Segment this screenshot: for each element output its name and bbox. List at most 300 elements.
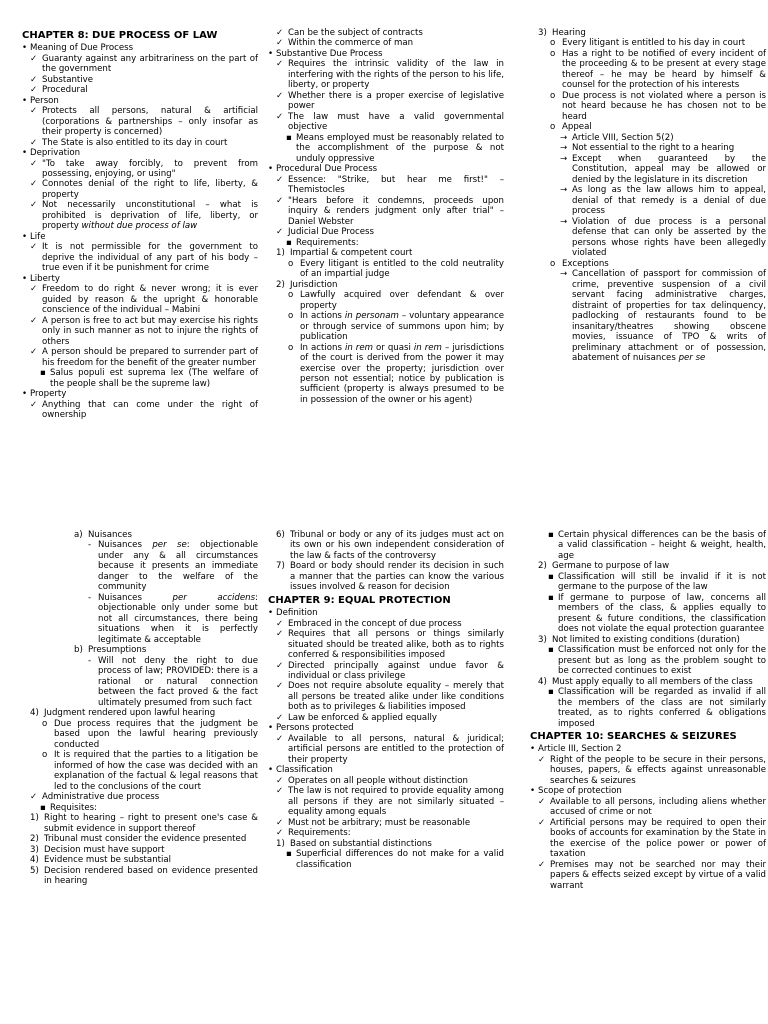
item-text: Nuisances per se: objectionable under any & all circumstances because it presents an immediate danger to the welfare of the community xyxy=(98,540,258,593)
item-text: Not essential to the right to a hearing xyxy=(572,143,735,154)
item-text: A person is free to act but may exercise his rights only in such manner as not to injure the rights of others xyxy=(42,315,258,347)
outline-item xyxy=(268,530,504,561)
outline-item xyxy=(22,540,258,592)
outline-item xyxy=(268,786,504,817)
bullet-marker: o xyxy=(288,342,294,353)
outline-item xyxy=(268,49,504,59)
item-text: It is required that the parties to a litigation be informed of how the case was decided with an explanation of the factual & legal reasons that led to the conclusions of the court xyxy=(54,750,258,792)
bullet-marker: o xyxy=(288,290,294,301)
outline-item xyxy=(268,290,504,311)
bullet-marker: ✓ xyxy=(30,284,38,295)
item-text: Requires the intrinsic validity of the law in interfering with the rights of the person to his life, liberty, or property xyxy=(288,59,504,91)
outline-item xyxy=(268,343,504,406)
bullet-marker: 4) xyxy=(538,676,547,687)
bullet-marker: ✓ xyxy=(30,315,38,326)
outline-item xyxy=(22,845,258,855)
item-text: Anything that can come under the right of ownership xyxy=(42,399,258,421)
item-text: Evidence must be substantial xyxy=(44,855,172,866)
item-text: Premises may not be searched nor may their papers & effects seized except by virtue of a valid warrant xyxy=(550,859,766,891)
column-3 xyxy=(530,28,766,364)
bullet-marker: 2) xyxy=(30,834,39,845)
item-text: Cancellation of passport for commission of crime, preventive suspension of a civil servant facing administrative charges, distraint of properties for tax delinquency, padlocking of restaurants found to be insanitary/theatres showing obscene movies, issuance of TPO & writs of preliminary attachment or of possession, abatement of nuisances per se xyxy=(572,269,766,364)
item-text: Board or body should render its decision in such a manner that the parties can know the various issues involved & reason for decision xyxy=(290,561,504,593)
item-text: Procedural Due Process xyxy=(276,164,378,175)
outline-item xyxy=(268,849,504,870)
item-text: Based on substantial distinctions xyxy=(290,838,432,849)
bullet-marker: • xyxy=(22,95,28,106)
bullet-marker: • xyxy=(268,723,274,734)
outline-item xyxy=(268,311,504,342)
item-text: Artificial persons may be required to open their books of accounts for examination by the State in the exercise of the police power or power of taxation xyxy=(550,817,766,860)
outline-item xyxy=(530,755,766,786)
column-5 xyxy=(268,530,504,870)
outline-item xyxy=(268,59,504,90)
item-text: Not necessarily unconstitutional – what is prohibited is deprivation of life, liberty, or property without due process of law xyxy=(42,200,258,232)
outline-item xyxy=(22,75,258,85)
bullet-marker: ✓ xyxy=(276,712,284,723)
item-text: As long as the law allows him to appeal, denial of that remedy is a denial of due process xyxy=(572,185,766,217)
item-text: CHAPTER 9: EQUAL PROTECTION xyxy=(268,594,451,606)
bullet-marker: ✓ xyxy=(276,786,284,797)
outline-item xyxy=(530,797,766,818)
item-text: Person xyxy=(30,95,59,106)
outline-item xyxy=(22,106,258,137)
item-text: Classification will be regarded as invalid if all the members of the class are not similarly treated, as to rights conferred & obligations imposed xyxy=(558,687,766,729)
outline-item xyxy=(530,593,766,635)
outline-item xyxy=(22,645,258,655)
outline-item xyxy=(22,274,258,284)
bullet-marker: ✓ xyxy=(276,660,284,671)
outline-item xyxy=(530,91,766,122)
bullet-marker: o xyxy=(550,38,556,49)
outline-item xyxy=(268,776,504,786)
outline-item xyxy=(22,813,258,834)
column-6 xyxy=(530,530,766,891)
outline-item xyxy=(22,719,258,750)
item-text: Tribunal must consider the evidence presented xyxy=(44,834,247,845)
item-text: Classification xyxy=(276,765,333,776)
item-text: CHAPTER 10: SEARCHES & SEIZURES xyxy=(530,731,737,743)
item-text: Embraced in the concept of due process xyxy=(288,618,462,629)
bullet-marker: ✓ xyxy=(276,90,284,101)
item-text: Must not be arbitrary; must be reasonable xyxy=(288,817,471,828)
chapter-heading xyxy=(268,595,504,607)
item-text: Liberty xyxy=(30,273,60,284)
bullet-marker: ▪ xyxy=(286,237,292,248)
bullet-marker: o xyxy=(550,90,556,101)
bullet-marker: • xyxy=(530,786,536,797)
item-text: Means employed must be reasonably related to the accomplishment of the purpose & not unduly oppressive xyxy=(296,132,504,164)
outline-item xyxy=(22,148,258,158)
item-text: Every litigant is entitled to his day in court xyxy=(562,38,746,49)
outline-item xyxy=(530,49,766,91)
bullet-marker: o xyxy=(550,122,556,133)
bullet-marker: ✓ xyxy=(276,59,284,70)
outline-item xyxy=(530,122,766,132)
bullet-marker: ✓ xyxy=(276,618,284,629)
bullet-marker: 6) xyxy=(276,530,285,540)
bullet-marker: ✓ xyxy=(276,38,284,49)
outline-item xyxy=(22,242,258,273)
outline-item xyxy=(268,196,504,227)
bullet-marker: 7) xyxy=(276,561,285,572)
outline-item xyxy=(530,786,766,796)
bullet-marker: a) xyxy=(74,530,83,540)
item-text: Available to all persons, natural & juridical; artificial persons are entitled to the protection of their property xyxy=(288,733,504,765)
item-text: Not limited to existing conditions (duration) xyxy=(552,634,740,645)
bullet-marker: o xyxy=(288,258,294,269)
bullet-marker: o xyxy=(42,718,48,729)
outline-item xyxy=(268,133,504,164)
item-text: Freedom to do right & never wrong; it is ever guided by reason & the upright & honorable conscience of the individual – Mabini xyxy=(42,284,258,316)
bullet-marker: o xyxy=(550,48,556,59)
bullet-marker: 1) xyxy=(30,813,39,824)
bullet-marker: • xyxy=(268,608,274,619)
outline-item xyxy=(268,28,504,38)
item-text: Exceptions xyxy=(562,258,609,269)
bullet-marker: 1) xyxy=(276,838,285,849)
item-text: Salus populi est suprema lex (The welfare of the people shall be the supreme law) xyxy=(50,368,258,389)
outline-item xyxy=(530,38,766,48)
bullet-marker: • xyxy=(22,273,28,284)
bullet-marker: • xyxy=(22,43,28,54)
bullet-marker: → xyxy=(560,143,568,154)
outline-item xyxy=(530,154,766,185)
item-text: Germane to purpose of law xyxy=(552,561,670,572)
item-text: Except when guaranteed by the Constitution, appeal may be allowed or denied by the legislature in its discretion xyxy=(572,153,766,185)
bullet-marker: ✓ xyxy=(276,681,284,692)
outline-item xyxy=(530,530,766,561)
item-text: Requires that all persons or things similarly situated should be treated alike, both as to rights conferred & responsibilities imposed xyxy=(288,629,504,661)
bullet-marker: ✓ xyxy=(276,227,284,238)
item-text: Scope of protection xyxy=(538,786,622,797)
bullet-marker: → xyxy=(560,185,568,196)
outline-item xyxy=(22,284,258,315)
bullet-marker: • xyxy=(268,765,274,776)
item-text: Due process is not violated where a person is not heard because he has chosen not to be heard xyxy=(562,90,766,122)
outline-item xyxy=(268,619,504,629)
bullet-marker: 4) xyxy=(30,708,39,719)
outline-item xyxy=(268,818,504,828)
item-text: Connotes denial of the right to life, liberty, & property xyxy=(42,179,258,200)
bullet-marker: ▪ xyxy=(548,530,554,540)
item-text: The State is also entitled to its day in court xyxy=(42,137,228,148)
item-text: Decision must have support xyxy=(44,844,165,855)
item-text: Deprivation xyxy=(30,148,81,159)
outline-item xyxy=(22,347,258,368)
item-text: Presumptions xyxy=(88,645,147,656)
item-text: Requisites: xyxy=(50,802,98,813)
bullet-marker: ✓ xyxy=(30,179,38,190)
item-text: Persons protected xyxy=(276,723,354,734)
item-text: Definition xyxy=(276,608,318,619)
outline-item xyxy=(530,561,766,571)
bullet-marker: 4) xyxy=(30,855,39,866)
outline-item xyxy=(22,792,258,802)
item-text: Law be enforced & applied equally xyxy=(288,712,438,723)
outline-item xyxy=(22,750,258,792)
outline-item xyxy=(530,744,766,754)
bullet-marker: → xyxy=(560,132,568,143)
item-text: Article III, Section 2 xyxy=(538,744,622,755)
bullet-marker: • xyxy=(22,231,28,242)
bullet-marker: ✓ xyxy=(30,53,38,64)
item-text: The law must have a valid governmental objective xyxy=(288,111,504,133)
column-2 xyxy=(268,28,504,405)
outline-item xyxy=(268,839,504,849)
bullet-marker: ✓ xyxy=(30,200,38,211)
item-text: Judgment rendered upon lawful hearing xyxy=(44,708,216,719)
bullet-marker: ✓ xyxy=(276,174,284,185)
bullet-marker: ✓ xyxy=(276,111,284,122)
item-text: CHAPTER 8: DUE PROCESS OF LAW xyxy=(22,30,218,41)
bullet-marker: ✓ xyxy=(30,74,38,85)
outline-item xyxy=(530,635,766,645)
outline-item xyxy=(530,687,766,729)
item-text: Classification must be enforced not only for the present but as long as the problem sought to be corrected continues to exist xyxy=(558,645,766,677)
outline-item xyxy=(268,227,504,237)
item-text: Tribunal or body or any of its judges must act on its own or his own independent consideration of the law & facts of the controversy xyxy=(290,530,504,561)
item-text: Due process requires that the judgment be based upon the lawful hearing previously conducted xyxy=(54,718,258,750)
item-text: Can be the subject of contracts xyxy=(288,28,423,38)
bullet-marker: ✓ xyxy=(30,792,38,803)
bullet-marker: ✓ xyxy=(276,733,284,744)
bullet-marker: ▪ xyxy=(40,802,46,813)
item-text: Life xyxy=(30,231,46,242)
item-text: Violation of due process is a personal defense that can only be asserted by the persons whose rights have been allegedly violated xyxy=(572,216,766,259)
bullet-marker: ✓ xyxy=(276,828,284,839)
item-text: Must apply equally to all members of the class xyxy=(552,676,753,687)
outline-item xyxy=(22,708,258,718)
bullet-marker: 5) xyxy=(30,865,39,876)
bullet-marker: • xyxy=(268,164,274,175)
outline-item xyxy=(530,217,766,259)
item-text: Will not deny the right to due process of law; PROVIDED: there is a rational or natural connection between the fact proved & the fact ultimately presumed from such fact xyxy=(98,655,258,708)
column-4 xyxy=(22,530,258,886)
outline-item xyxy=(22,593,258,645)
bullet-marker: 3) xyxy=(538,634,547,645)
bullet-marker: → xyxy=(560,269,568,280)
outline-item xyxy=(268,828,504,838)
bullet-marker: ✓ xyxy=(30,399,38,410)
bullet-marker: ▪ xyxy=(548,571,554,582)
bullet-marker: ✓ xyxy=(276,817,284,828)
outline-item xyxy=(268,248,504,258)
item-text: Hearing xyxy=(552,28,586,38)
bullet-marker: ✓ xyxy=(30,137,38,148)
bullet-marker: o xyxy=(288,311,294,322)
outline-item xyxy=(22,866,258,887)
item-text: Right of the people to be secure in their persons, houses, papers, & effects against unreasonable searches & seizures xyxy=(550,754,766,786)
item-text: Property xyxy=(30,389,67,400)
bullet-marker: ▪ xyxy=(548,687,554,698)
outline-item xyxy=(22,656,258,708)
item-text: Available to all persons, including aliens whether accused of crime or not xyxy=(550,796,766,818)
outline-item xyxy=(22,179,258,200)
outline-item xyxy=(268,608,504,618)
outline-item xyxy=(22,200,258,231)
bullet-marker: ✓ xyxy=(30,242,38,253)
item-text: Requirements: xyxy=(296,237,359,248)
bullet-marker: • xyxy=(268,48,274,59)
outline-item xyxy=(530,818,766,860)
bullet-marker: b) xyxy=(74,645,83,656)
outline-item xyxy=(268,629,504,660)
item-text: Whether there is a proper exercise of legislative power xyxy=(288,90,504,112)
item-text: Administrative due process xyxy=(42,792,160,803)
outline-item xyxy=(268,765,504,775)
outline-item xyxy=(530,572,766,593)
bullet-marker: 3) xyxy=(30,844,39,855)
bullet-marker: ✓ xyxy=(276,775,284,786)
outline-item xyxy=(268,175,504,196)
bullet-marker: • xyxy=(530,744,536,755)
outline-item xyxy=(268,164,504,174)
outline-item xyxy=(22,855,258,865)
item-text: Protects all persons, natural & artificial (corporations & partnerships – only insofar as their property is concerned) xyxy=(42,106,258,138)
outline-item xyxy=(22,389,258,399)
bullet-marker: ✓ xyxy=(276,28,284,38)
outline-item xyxy=(22,138,258,148)
outline-item xyxy=(22,159,258,180)
bullet-marker: ✓ xyxy=(538,796,546,807)
item-text: Right to hearing – right to present one's case & submit evidence in support thereof xyxy=(44,813,258,834)
outline-item xyxy=(268,561,504,592)
outline-item xyxy=(530,860,766,891)
item-text: Procedural xyxy=(42,85,88,96)
outline-item xyxy=(268,259,504,280)
item-text: In actions in personam – voluntary appearance or through service of summons upon him; by publication xyxy=(300,311,504,343)
outline-item xyxy=(22,316,258,347)
item-text: Meaning of Due Process xyxy=(30,43,134,54)
outline-item xyxy=(530,28,766,38)
item-text: Requirements: xyxy=(288,828,351,839)
item-text: Within the commerce of man xyxy=(288,38,414,49)
outline-item xyxy=(22,400,258,421)
item-text: Essence: "Strike, but hear me first!" – Themistocles xyxy=(288,174,504,196)
item-text: "To take away forcibly, to prevent from possessing, enjoying, or using" xyxy=(42,158,258,179)
item-text: Every litigant is entitled to the cold neutrality of an impartial judge xyxy=(300,258,504,280)
outline-item xyxy=(530,133,766,143)
item-text: Nuisances xyxy=(88,530,132,540)
item-text: It is not permissible for the government to deprive the individual of any part of his body – true even if it be punishment for crime xyxy=(42,242,258,274)
bullet-marker: ▪ xyxy=(286,849,292,860)
bullet-marker: o xyxy=(550,258,556,269)
item-text: "Hears before it condemns, proceeds upon inquiry & renders judgment only after trial" – Daniel Webster xyxy=(288,195,504,227)
bullet-marker: ✓ xyxy=(538,754,546,765)
outline-item xyxy=(530,259,766,269)
item-text: Certain physical differences can be the basis of a valid classification – height & weight, health, age xyxy=(558,530,766,561)
bullet-marker: ✓ xyxy=(30,85,38,96)
item-text: Appeal xyxy=(562,122,592,133)
column-1 xyxy=(22,28,258,421)
bullet-marker: ✓ xyxy=(30,347,38,358)
outline-item xyxy=(22,43,258,53)
bullet-marker: ✓ xyxy=(538,859,546,870)
item-text: Jurisdiction xyxy=(290,279,338,290)
bullet-marker: ✓ xyxy=(276,629,284,640)
bullet-marker: - xyxy=(88,655,92,666)
outline-item xyxy=(268,661,504,682)
item-text: A person should be prepared to surrender part of his freedom for the benefit of the greater number xyxy=(42,347,258,368)
item-text: Substantive Due Process xyxy=(276,48,383,59)
item-text: Impartial & competent court xyxy=(290,248,413,259)
bullet-marker: ▪ xyxy=(40,368,46,379)
outline-item xyxy=(268,681,504,712)
bullet-marker: ▪ xyxy=(548,592,554,603)
item-text: Does not require absolute equality – merely that all persons be treated alike under like conditions both as to privileges & liabilities imposed xyxy=(288,681,504,713)
outline-item xyxy=(268,91,504,112)
item-text: Substantive xyxy=(42,74,94,85)
outline-item xyxy=(530,269,766,363)
outline-item xyxy=(22,368,258,389)
item-text: Guaranty against any arbitrariness on the part of the government xyxy=(42,53,258,75)
outline-item xyxy=(530,143,766,153)
item-text: Decision rendered based on evidence presented in hearing xyxy=(44,865,258,886)
outline-item xyxy=(268,723,504,733)
outline-item xyxy=(530,677,766,687)
outline-item xyxy=(530,185,766,216)
bullet-marker: 2) xyxy=(538,561,547,572)
outline-item xyxy=(268,238,504,248)
outline-item xyxy=(22,530,258,540)
item-text: Judicial Due Process xyxy=(288,227,375,238)
item-text: Directed principally against undue favor & individual or class privilege xyxy=(288,660,504,681)
item-text: Nuisances per accidens: objectionable only under some but not all circumstances, there being situations when it is perfectly legitimate & acceptable xyxy=(98,592,258,645)
outline-item xyxy=(22,834,258,844)
item-text: Superficial differences do not make for a valid classification xyxy=(296,849,504,870)
item-text: Operates on all people without distinction xyxy=(288,775,468,786)
item-text: If germane to purpose of law, concerns all members of the class, & applies equally to present & future conditions, the classification does not violate the equal protection guarantee xyxy=(558,592,766,635)
outline-item xyxy=(22,96,258,106)
bullet-marker: • xyxy=(22,389,28,400)
outline-item xyxy=(268,112,504,133)
item-text: Lawfully acquired over defendant & over property xyxy=(300,290,504,311)
bullet-marker: o xyxy=(42,750,48,761)
bullet-marker: - xyxy=(88,592,92,603)
bullet-marker: ✓ xyxy=(276,195,284,206)
outline-item xyxy=(22,85,258,95)
bullet-marker: • xyxy=(22,148,28,159)
item-text: The law is not required to provide equality among all persons if they are not similarly situated – equality among equals xyxy=(288,786,504,818)
outline-item xyxy=(268,713,504,723)
bullet-marker: ✓ xyxy=(538,817,546,828)
item-text: Article VIII, Section 5(2) xyxy=(572,132,674,143)
bullet-marker: ▪ xyxy=(548,645,554,656)
bullet-marker: 3) xyxy=(538,28,547,38)
item-text: In actions in rem or quasi in rem – jurisdictions of the court is derived from the power it may exercise over the property; jurisdiction over person not essential; notice by publication is sufficient (property is always presumed to be in possession of the owner or his agent) xyxy=(300,342,504,405)
outline-item xyxy=(22,803,258,813)
outline-item xyxy=(22,232,258,242)
bullet-marker: 1) xyxy=(276,248,285,259)
chapter-heading xyxy=(22,30,258,42)
outline-item xyxy=(268,280,504,290)
bullet-marker: ✓ xyxy=(30,158,38,169)
outline-item xyxy=(530,645,766,676)
bullet-marker: ▪ xyxy=(286,132,292,143)
outline-item xyxy=(268,734,504,765)
bullet-marker: → xyxy=(560,153,568,164)
item-text: Has a right to be notified of every incident of the proceeding & to be present at every stage thereof – he may be heard by himself & counsel for the protection of his interests xyxy=(562,48,766,91)
bullet-marker: ✓ xyxy=(30,106,38,117)
chapter-heading xyxy=(530,731,766,743)
bullet-marker: → xyxy=(560,216,568,227)
outline-item xyxy=(268,38,504,48)
bullet-marker: - xyxy=(88,540,92,551)
outline-item xyxy=(22,54,258,75)
item-text: Classification will still be invalid if it is not germane to the purpose of the law xyxy=(558,571,766,593)
bullet-marker: 2) xyxy=(276,279,285,290)
